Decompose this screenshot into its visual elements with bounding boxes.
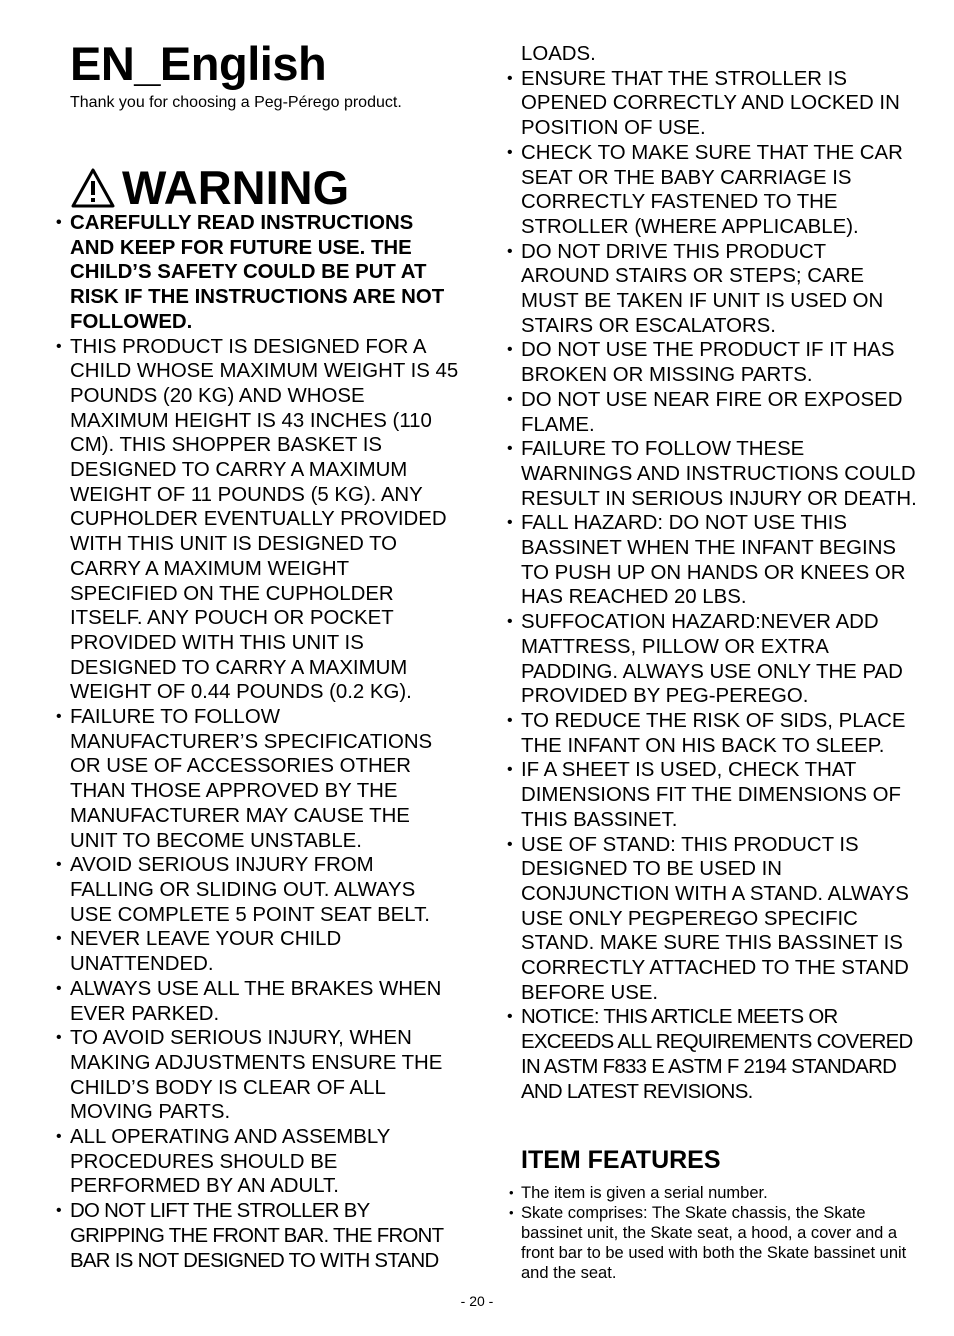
- list-item: • FAILURE TO FOLLOW THESE WARNINGS AND INSTRUCTIONS COULD RESULT IN SERIOUS INJURY OR DEATH.: [507, 437, 917, 511]
- warning-list-left: [56, 211, 460, 1273]
- item-features-list: [507, 1183, 907, 1283]
- list-item: • FAILURE TO FOLLOW MANUFACTURER’S SPECIFICATIONS OR USE OF ACCESSORIES OTHER THAN THOSE APPROVED BY THE MANUFACTURER MAY CAUSE THE UNIT TO BECOME UNSTABLE.: [56, 705, 460, 853]
- warning-heading-block: [70, 160, 349, 215]
- page-number: - 20 -: [460, 1293, 494, 1309]
- warning-list-right: [507, 42, 917, 1104]
- list-item: • DO NOT LIFT THE STROLLER BY GRIPPING THE FRONT BAR. THE FRONT BAR IS NOT DESIGNED TO WITH STAND: [56, 1199, 460, 1273]
- warning-triangle-icon: [70, 167, 116, 209]
- list-item-continuation: LOADS.: [521, 43, 596, 65]
- feature-item: • The item is given a serial number.: [507, 1183, 907, 1203]
- list-item: • DO NOT USE NEAR FIRE OR EXPOSED FLAME.: [507, 388, 917, 437]
- list-item: • CHECK TO MAKE SURE THAT THE CAR SEAT OR THE BABY CARRIAGE IS CORRECTLY FASTENED TO THE STROLLER (WHERE APPLICABLE).: [507, 141, 917, 240]
- item-features-heading: ITEM FEATURES: [521, 1146, 721, 1174]
- list-item: • USE OF STAND: THIS PRODUCT IS DESIGNED TO BE USED IN CONJUNCTION WITH A STAND. ALWAYS USE ONLY PEGPEREGO SPECIFIC STAND. MAKE SURE THIS BASSINET IS CORRECTLY ATTACHED TO THE STAND BEFORE USE.: [507, 833, 917, 1006]
- list-item: • TO REDUCE THE RISK OF SIDS, PLACE THE INFANT ON HIS BACK TO SLEEP.: [507, 709, 917, 758]
- list-item: • FALL HAZARD: DO NOT USE THIS BASSINET WHEN THE INFANT BEGINS TO PUSH UP ON HANDS OR KNEES OR HAS REACHED 20 LBS.: [507, 511, 917, 610]
- list-item: • THIS PRODUCT IS DESIGNED FOR A CHILD WHOSE MAXIMUM WEIGHT IS 45 POUNDS (20 KG) AND WHOSE MAXIMUM HEIGHT IS 43 INCHES (110 CM). THIS SHOPPER BASKET IS DESIGNED TO CARRY A MAXIMUM WEIGHT OF 11 POUNDS (5 KG). ANY CUPHOLDER EVENTUALLY PROVIDED WITH THIS UNIT IS DESIGNED TO CARRY A MAXIMUM WEIGHT SPECIFIED ON THE CUPHOLDER ITSELF. ANY POUCH OR POCKET PROVIDED WITH THIS UNIT IS DESIGNED TO CARRY A MAXIMUM WEIGHT OF 0.44 POUNDS (0.2 KG).: [56, 335, 460, 706]
- warning-heading: WARNING: [122, 161, 350, 214]
- list-item: • NEVER LEAVE YOUR CHILD UNATTENDED.: [56, 927, 460, 976]
- list-item: • DO NOT USE THE PRODUCT IF IT HAS BROKEN OR MISSING PARTS.: [507, 338, 917, 387]
- intro-text: Thank you for choosing a Peg-Pérego product.: [70, 94, 402, 111]
- list-item: • DO NOT DRIVE THIS PRODUCT AROUND STAIRS OR STEPS; CARE MUST BE TAKEN IF UNIT IS USED ON STAIRS OR ESCALATORS.: [507, 240, 917, 339]
- list-item: • ALL OPERATING AND ASSEMBLY PROCEDURES SHOULD BE PERFORMED BY AN ADULT.: [56, 1125, 460, 1199]
- list-item: • CAREFULLY READ INSTRUCTIONS AND KEEP FOR FUTURE USE. THE CHILD’S SAFETY COULD BE PUT AT RISK IF THE INSTRUCTIONS ARE NOT FOLLOWED.: [56, 211, 460, 335]
- page-title: EN_English: [70, 37, 327, 90]
- list-item: • NOTICE: THIS ARTICLE MEETS OR EXCEEDS ALL REQUIREMENTS COVERED IN ASTM F833 E ASTM F 2194 STANDARD AND LATEST REVISIONS.: [507, 1005, 917, 1104]
- feature-item: • Skate comprises: The Skate chassis, the Skate bassinet unit, the Skate seat, a hood, a cover and a front bar to be used with both the Skate bassinet unit and the seat.: [507, 1203, 907, 1283]
- list-item: • TO AVOID SERIOUS INJURY, WHEN MAKING ADJUSTMENTS ENSURE THE CHILD’S BODY IS CLEAR OF ALL MOVING PARTS.: [56, 1026, 460, 1125]
- list-item: • SUFFOCATION HAZARD:NEVER ADD MATTRESS, PILLOW OR EXTRA PADDING. ALWAYS USE ONLY THE PAD PROVIDED BY PEG-PEREGO.: [507, 610, 917, 709]
- list-item: • ENSURE THAT THE STROLLER IS OPENED CORRECTLY AND LOCKED IN POSITION OF USE.: [507, 67, 917, 141]
- list-item: • ALWAYS USE ALL THE BRAKES WHEN EVER PARKED.: [56, 977, 460, 1026]
- list-item: • IF A SHEET IS USED, CHECK THAT DIMENSIONS FIT THE DIMENSIONS OF THIS BASSINET.: [507, 758, 917, 832]
- list-item: • AVOID SERIOUS INJURY FROM FALLING OR SLIDING OUT. ALWAYS USE COMPLETE 5 POINT SEAT BELT.: [56, 853, 460, 927]
